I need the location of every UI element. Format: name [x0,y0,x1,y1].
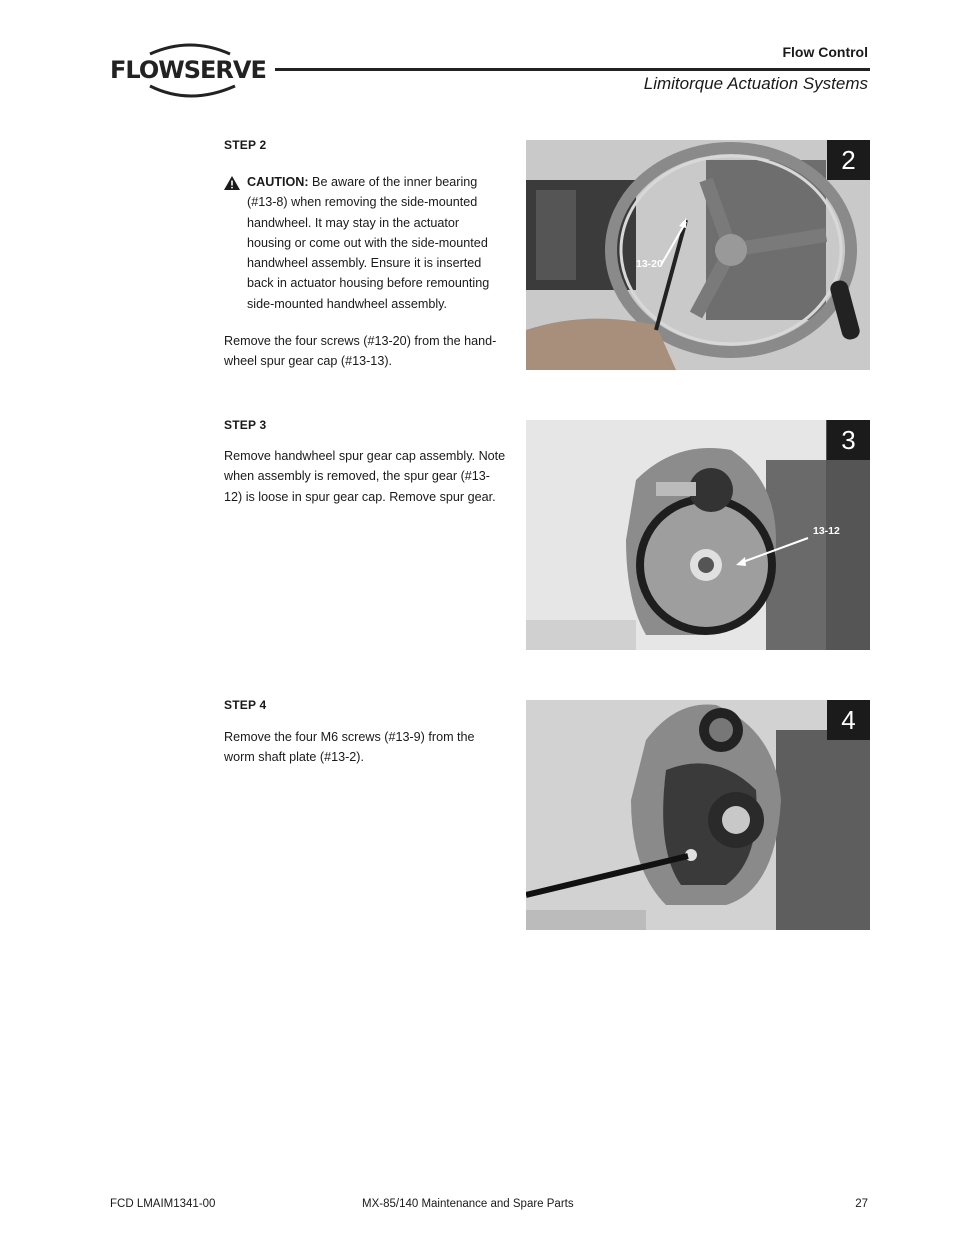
caution-text [247,172,505,314]
figure-number-3: 3 [827,420,870,460]
step-4-photo [526,700,870,930]
step-2-body: Remove the four screws (#13-20) from the hand-wheel spur gear cap (#13-13). [224,334,497,369]
step-2-photo [526,140,870,370]
header-department: Flow Control [782,44,868,60]
handwheel-illustration [526,140,870,370]
header-subtitle: Limitorque Actuation Systems [643,74,868,93]
step-4-title: STEP 4 [224,698,267,712]
warning-triangle-icon [224,176,240,190]
footer-doc-code: FCD LMAIM1341-00 [110,1198,216,1210]
flowserve-logo [110,40,270,100]
callout-13-12: 13-12 [813,525,840,537]
footer-doc-title: MX-85/140 Maintenance and Spare Parts [362,1198,574,1210]
step-3-title: STEP 3 [224,418,267,432]
step-3-photo [526,420,870,650]
footer-page-number: 27 [855,1198,868,1210]
logo-text: FLOWSERVE [110,56,266,84]
callout-13-20: 13-20 [636,258,663,270]
step-2-title: STEP 2 [224,138,267,152]
step-3-body: Remove handwheel spur gear cap assembly. Note when assembly is removed, the spur gear (#13-12) is loose in spur gear cap. Remove spur gear. [224,449,506,504]
caution-label: CAUTION: [247,175,309,189]
worm-shaft-plate-illustration [526,700,870,930]
figure-number-2: 2 [827,140,870,180]
step-4-body: Remove the four M6 screws (#13-9) from the worm shaft plate (#13-2). [224,730,475,765]
header-rule [275,68,870,71]
caution-body-text: Be aware of the inner bearing (#13-8) when removing the side-mounted handwheel. It may stay in the actuator housing or come out with the side-mounted handwheel assembly. Ensure it is inserted back in actuator housing before remounting side-mounted handwheel assembly. [247,175,490,311]
figure-number-4: 4 [827,700,870,740]
